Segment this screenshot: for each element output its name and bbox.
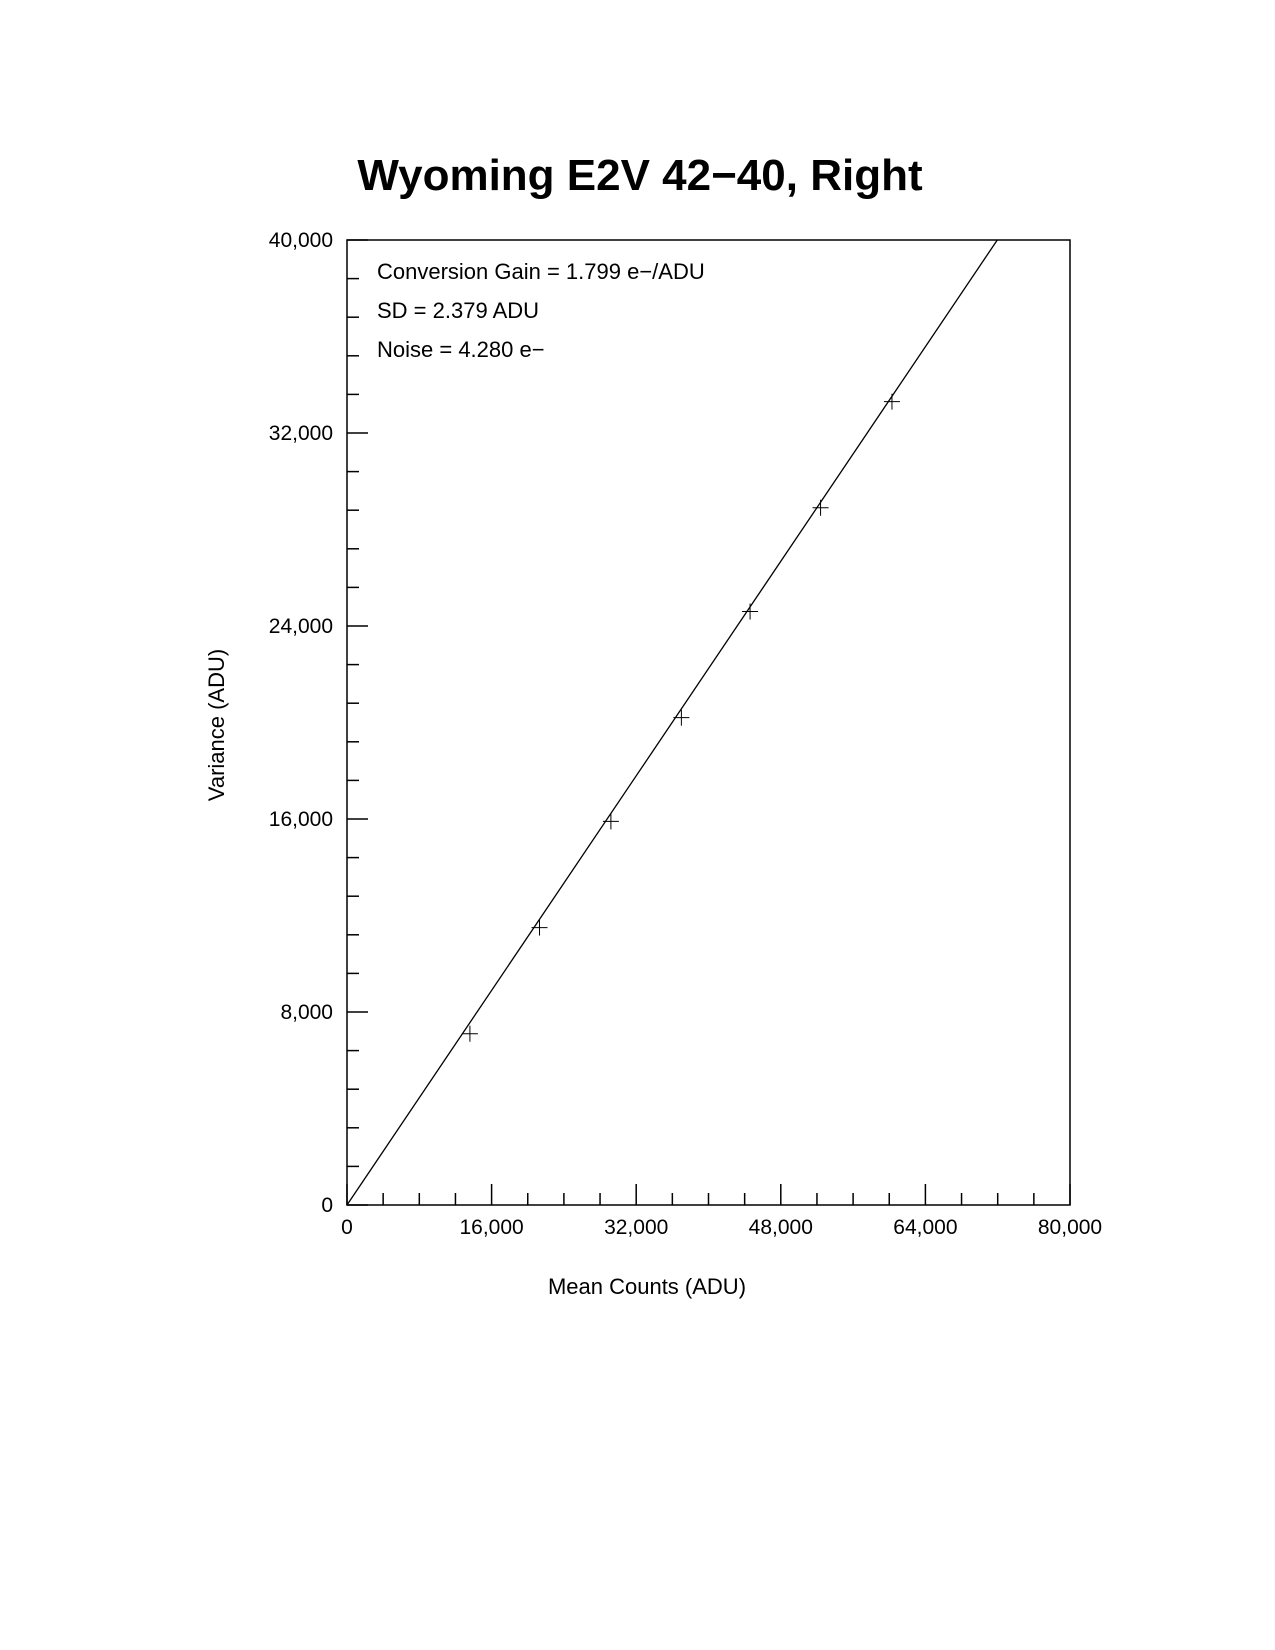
data-point	[462, 1026, 478, 1042]
x-tick-label: 32,000	[604, 1216, 669, 1239]
x-axis-label: Mean Counts (ADU)	[547, 1274, 747, 1299]
x-tick-label: 0	[341, 1216, 353, 1239]
data-point	[813, 500, 829, 516]
y-tick-label: 24,000	[268, 615, 333, 638]
data-points	[462, 394, 900, 1042]
y-tick-label: 0	[321, 1194, 333, 1217]
data-point	[531, 920, 547, 936]
plot-frame	[347, 240, 1070, 1205]
data-point	[742, 604, 758, 620]
data-point	[673, 710, 689, 726]
x-tick-label: 64,000	[893, 1216, 958, 1239]
y-tick-label: 32,000	[268, 422, 333, 445]
y-axis-label: Variance (ADU)	[204, 648, 229, 802]
x-tick-label: 48,000	[748, 1216, 813, 1239]
data-point	[884, 394, 900, 410]
x-tick-label: 16,000	[459, 1216, 524, 1239]
axis-ticks	[347, 240, 1070, 1205]
fit-annotations	[377, 259, 705, 362]
y-tick-label: 16,000	[268, 808, 333, 831]
noise-annotation: Noise = 4.280 e−	[377, 337, 545, 362]
y-tick-label: 8,000	[280, 1001, 333, 1024]
conversion-gain-annotation: Conversion Gain = 1.799 e−/ADU	[377, 259, 705, 284]
sd-annotation: SD = 2.379 ADU	[377, 298, 540, 323]
fit-line	[347, 240, 997, 1205]
x-tick-label: 80,000	[1037, 1216, 1103, 1239]
tick-labels	[269, 229, 1102, 1239]
chart-title: Wyoming E2V 42−40, Right	[357, 151, 923, 200]
data-point	[603, 813, 619, 829]
y-tick-label: 40,000	[268, 229, 333, 252]
